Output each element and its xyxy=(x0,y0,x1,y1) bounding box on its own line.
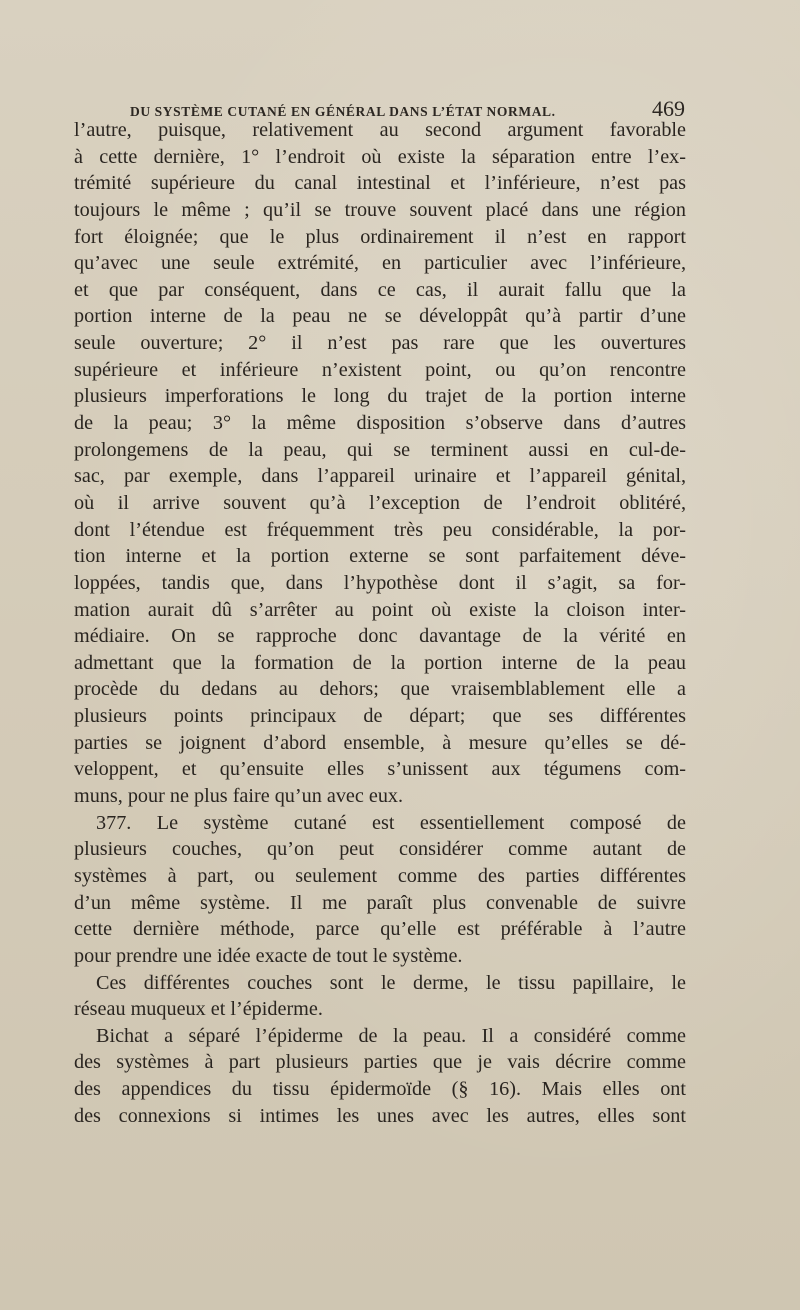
text-line: tion interne et la portion externe se sont parfaitement déve- xyxy=(74,545,686,568)
text-line: médiaire. On se rapproche donc davantage de la vérité en xyxy=(74,625,686,648)
text-line: trémité supérieure du canal intestinal et l’inférieure, n’est pas xyxy=(74,172,686,195)
text-line: pour prendre une idée exacte de tout le système. xyxy=(74,944,463,967)
text-line: systèmes à part, ou seulement comme des parties différentes xyxy=(74,864,686,887)
text-line: prolongemens de la peau, qui se terminent aussi en cul-de- xyxy=(74,438,686,461)
text-line: des systèmes à part plusieurs parties que je vais décrire comme xyxy=(74,1051,686,1074)
text-line: sac, par exemple, dans l’appareil urinaire et l’appareil génital, xyxy=(74,465,686,488)
text-line: toujours le même ; qu’il se trouve souvent placé dans une région xyxy=(74,198,686,221)
text-line: plusieurs points principaux de départ; que ses différentes xyxy=(74,705,686,728)
text-line: de la peau; 3° la même disposition s’observe dans d’autres xyxy=(74,412,686,435)
text-line: mation aurait dû s’arrêter au point où existe la cloison inter- xyxy=(74,598,686,621)
text-line: veloppent, et qu’ensuite elles s’unissent aux tégumens com- xyxy=(74,758,686,781)
text-line: fort éloignée; que le plus ordinairement il n’est en rapport xyxy=(74,225,686,248)
body-text xyxy=(74,117,686,1129)
text-line: parties se joignent d’abord ensemble, à mesure qu’elles se dé- xyxy=(74,731,686,754)
text-line: muns, pour ne plus faire qu’un avec eux. xyxy=(74,785,404,808)
text-line: 377. Le système cutané est essentiellement composé de xyxy=(96,811,686,834)
text-line: des connexions si intimes les unes avec les autres, elles sont xyxy=(74,1104,686,1127)
text-line: et que par conséquent, dans ce cas, il aurait fallu que la xyxy=(74,278,686,301)
text-line: seule ouverture; 2° il n’est pas rare que les ouvertures xyxy=(74,332,686,355)
text-line: cette dernière méthode, parce qu’elle est préférable à l’autre xyxy=(74,918,686,941)
text-line: plusieurs imperforations le long du trajet de la portion interne xyxy=(74,385,686,408)
page-number: 469 xyxy=(652,96,685,121)
text-line: à cette dernière, 1° l’endroit où existe la séparation entre l’ex- xyxy=(74,145,686,168)
text-line: d’un même système. Il me paraît plus convenable de suivre xyxy=(74,891,686,914)
text-line: dont l’étendue est fréquemment très peu considérable, la por- xyxy=(74,518,686,541)
text-line: des appendices du tissu épidermoïde (§ 16). Mais elles ont xyxy=(74,1078,686,1101)
text-line: Bichat a séparé l’épiderme de la peau. Il a considéré comme xyxy=(96,1024,686,1047)
running-head: DU SYSTÈME CUTANÉ EN GÉNÉRAL DANS L’ÉTAT NORMAL. xyxy=(130,104,556,119)
text-line: où il arrive souvent qu’à l’exception de l’endroit oblitéré, xyxy=(74,491,686,514)
text-line: admettant que la formation de la portion interne de la peau xyxy=(74,651,686,674)
text-line: portion interne de la peau ne se développât qu’à partir d’une xyxy=(74,305,686,328)
text-line: l’autre, puisque, relativement au second argument favorable xyxy=(74,119,686,141)
text-line: Ces différentes couches sont le derme, le tissu papillaire, le xyxy=(96,971,686,994)
text-line: procède du dedans au dehors; que vraisemblablement elle a xyxy=(74,678,686,701)
text-line: réseau muqueux et l’épiderme. xyxy=(74,998,323,1021)
text-line: loppées, tandis que, dans l’hypothèse dont il s’agit, sa for- xyxy=(74,571,686,594)
text-line: qu’avec une seule extrémité, en particulier avec l’inférieure, xyxy=(74,252,686,275)
text-line: plusieurs couches, qu’on peut considérer comme autant de xyxy=(74,838,686,861)
text-line: supérieure et inférieure n’existent point, ou qu’on rencontre xyxy=(74,358,686,381)
